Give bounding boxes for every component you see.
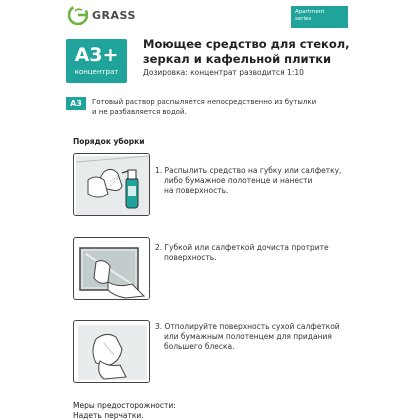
step-1-line-2: либо бумажное полотенце и нанести [164,176,313,185]
step-1-line-3: на поверхность. [164,186,229,195]
dosage-text: Дозировка: концентрат разводится 1:10 [143,68,304,77]
step-3-line-3: большего блеска. [164,342,235,351]
step-3-text [155,322,365,352]
product-code-sub: концентрат [74,68,119,76]
step-1-text [155,166,365,196]
title-line-1: Моющее средство для стекол, [143,37,350,51]
wipe-screen-icon [74,238,150,300]
product-code-badge [66,39,127,83]
product-title [143,37,383,67]
product-code: А3+ [74,44,119,66]
precautions-text: Надеть перчатки. [73,411,144,420]
a3-text-line-1: Готовый раствор распыляется непосредственно из бутылки [92,98,317,106]
step-3-image [73,320,150,383]
precautions-title: Меры предосторожности: [73,401,176,410]
step-3-line-2: или бумажным полотенцем для придания [164,332,332,341]
step-2-line-1: 2. Губкой или салфеткой дочиста протрите [155,243,329,252]
step-2-line-2: поверхность. [164,253,217,262]
series-line-1: Apartment [295,9,325,15]
step-1-image [73,153,150,216]
header [0,0,420,36]
a3-tag: А3 [66,97,86,110]
precautions [73,401,176,420]
title-line-2: зеркал и кафельной плитки [143,52,332,66]
brand-name: GRASS [92,8,136,22]
step-2-text [155,243,365,263]
a3-text [92,97,367,117]
series-line-2: series [295,16,312,22]
order-title: Порядок уборки [73,137,145,146]
series-badge [291,6,348,28]
spray-bottle-icon [74,154,150,216]
polish-cloth-icon [74,321,150,383]
step-3-line-1: 3. Отполируйте поверхность сухой салфеткой [155,322,340,331]
brand-logo [68,2,148,28]
step-2-image [73,237,150,300]
grass-logo-icon [68,5,88,25]
a3-text-line-2: и не разбавляется водой. [92,108,187,116]
step-1-line-1: 1. Распылить средство на губку или салфетку, [155,166,342,175]
